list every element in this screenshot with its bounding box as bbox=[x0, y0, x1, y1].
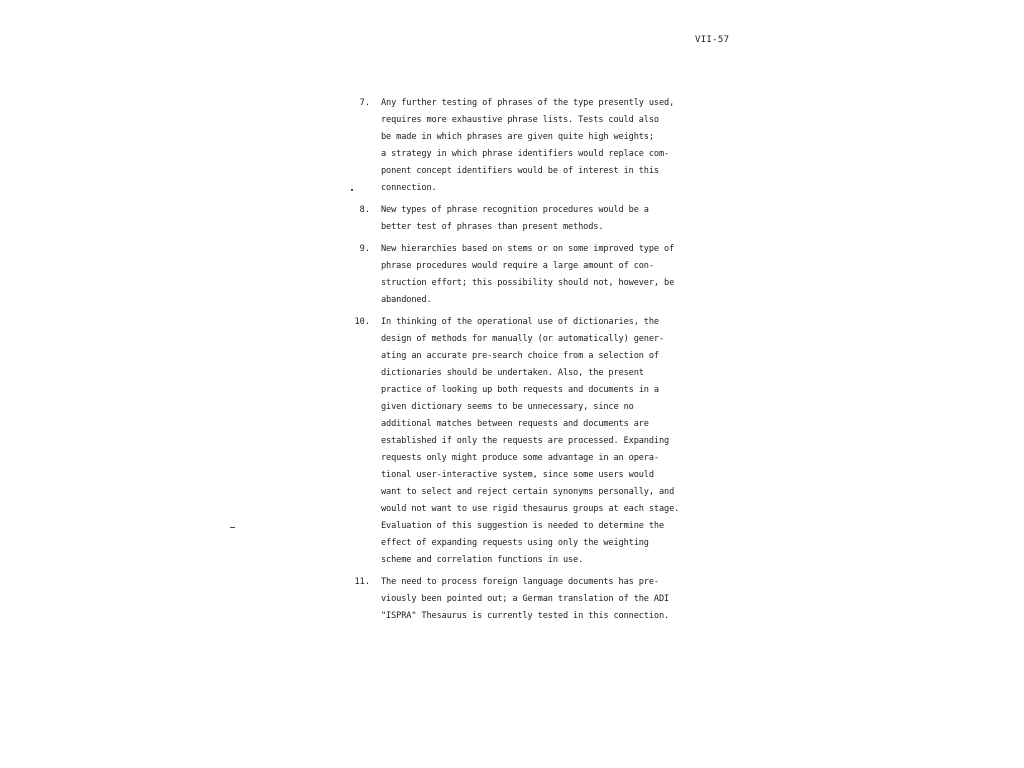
list-item bbox=[340, 241, 710, 309]
page-number: VII-57 bbox=[695, 35, 730, 45]
list-item bbox=[340, 574, 710, 625]
numbered-list bbox=[340, 95, 710, 630]
item-text: Any further testing of phrases of the type presently used, requires more exhaustive phrase lists. Tests could also be made in which phrases are given quite high weights; a strategy in which phrase identifiers would replace com- ponent concept identifiers would be of interest in this connection. bbox=[381, 98, 675, 193]
item-text: New hierarchies based on stems or on some improved type of phrase procedures would require a large amount of con- struction effort; this possibility should not, however, be abandoned. bbox=[381, 244, 675, 305]
list-item bbox=[340, 202, 710, 236]
item-number: 10. bbox=[354, 317, 370, 327]
item-text: The need to process foreign language documents has pre- viously been pointed out; a German translation of the ADI "ISPRA" Thesaurus is currently tested in this connection. bbox=[381, 577, 670, 621]
list-item bbox=[340, 314, 710, 569]
item-text: New types of phrase recognition procedures would be a better test of phrases than present methods. bbox=[381, 205, 649, 232]
item-number: 11. bbox=[354, 577, 370, 587]
margin-mark bbox=[351, 189, 353, 191]
margin-mark bbox=[230, 527, 235, 528]
item-number: 9. bbox=[359, 244, 370, 254]
item-text: In thinking of the operational use of dictionaries, the design of methods for manually (or automatically) gener- ating an accurate pre-search choice from a selection of dictionaries should be undertaken. Also, the present practice of looking up both requests and documents in a given dictionary seems to be unnecessary, since no additional matches between requests and documents are established if only the requests are processed. Expanding requests only might produce some advantage in an opera- tional user-interactive system, since some users would want to select and reject certain synonyms personally, and would not want to use rigid thesaurus groups at each stage. Evaluation of this suggestion is needed to determine the effect of expanding requests using only the weighting scheme and correlation functions in use. bbox=[381, 317, 680, 565]
list-item bbox=[340, 95, 710, 197]
item-number: 7. bbox=[359, 98, 370, 108]
item-number: 8. bbox=[359, 205, 370, 215]
